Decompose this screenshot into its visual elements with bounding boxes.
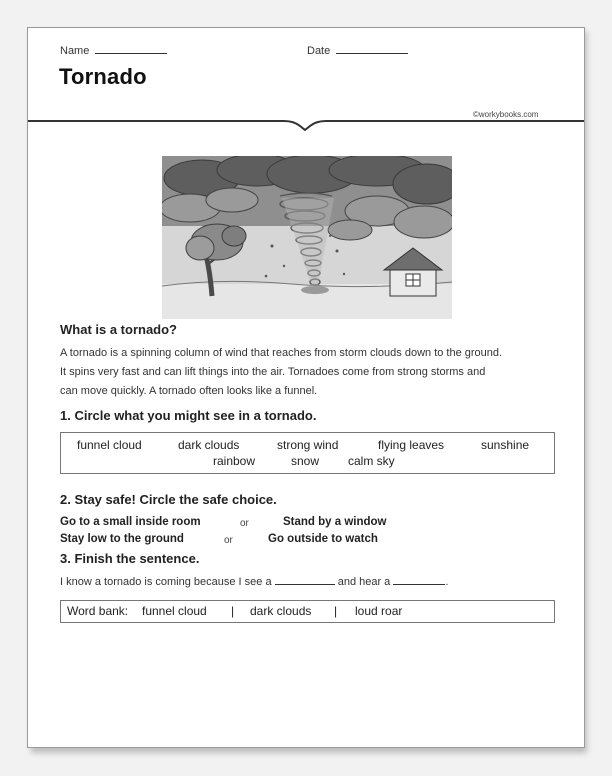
sentence-start: I know a tornado is coming because I see a [60, 576, 272, 588]
sentence-end: . [445, 576, 449, 588]
sentence-mid: and hear a [337, 576, 391, 588]
q1-option[interactable]: funnel cloud [77, 438, 142, 452]
date-label: Date [307, 45, 331, 57]
q1-option[interactable]: dark clouds [178, 438, 240, 452]
or-label: or [224, 535, 233, 546]
word-bank-label: Word bank: [67, 604, 129, 618]
q3-heading: 3. Finish the sentence. [60, 551, 200, 566]
word-bank-word: funnel cloud [142, 604, 207, 618]
safe-choice-option[interactable]: Go outside to watch [268, 533, 378, 545]
intro-line: can move quickly. A tornado often looks like a funnel. [60, 385, 318, 397]
q1-option[interactable]: calm sky [348, 454, 395, 468]
date-line[interactable] [336, 44, 408, 54]
q1-option[interactable]: snow [291, 454, 320, 468]
fill-in-sentence [60, 573, 448, 592]
q1-option[interactable]: rainbow [213, 454, 256, 468]
q1-option-box [60, 432, 555, 474]
word-bank-separator: | [334, 604, 338, 618]
credit-text: ©workybooks.com [473, 110, 539, 119]
q1-option[interactable]: sunshine [481, 438, 530, 452]
or-label: or [240, 518, 249, 529]
name-label: Name [60, 45, 90, 57]
tornado-illustration-icon [162, 156, 452, 319]
intro-heading: What is a tornado? [60, 322, 177, 337]
intro-line: It spins very fast and can lift things into the air. Tornadoes come from strong storms and [60, 366, 486, 378]
blank-2-line[interactable] [393, 574, 445, 585]
word-bank-word: dark clouds [250, 604, 312, 618]
date-field[interactable] [307, 44, 408, 57]
name-line[interactable] [95, 44, 167, 54]
worksheet-page [27, 27, 585, 748]
q1-heading: 1. Circle what you might see in a tornado. [60, 408, 317, 423]
word-bank-separator: | [231, 604, 235, 618]
page-title: Tornado [59, 64, 147, 89]
intro-line: A tornado is a spinning column of wind that reaches from storm clouds down to the ground. [60, 347, 503, 359]
safe-choice-option[interactable]: Stay low to the ground [60, 533, 184, 545]
word-bank-box [60, 600, 555, 623]
q2-heading: 2. Stay safe! Circle the safe choice. [60, 492, 277, 507]
intro-paragraph [60, 344, 560, 401]
word-bank-word: loud roar [355, 604, 403, 618]
name-field[interactable] [60, 44, 167, 57]
blank-1-line[interactable] [275, 574, 335, 585]
safe-choice-option[interactable]: Stand by a window [283, 516, 387, 528]
q1-option[interactable]: flying leaves [378, 438, 445, 452]
safe-choice-option[interactable]: Go to a small inside room [60, 516, 201, 528]
header-divider [28, 116, 584, 134]
q1-option[interactable]: strong wind [277, 438, 339, 452]
